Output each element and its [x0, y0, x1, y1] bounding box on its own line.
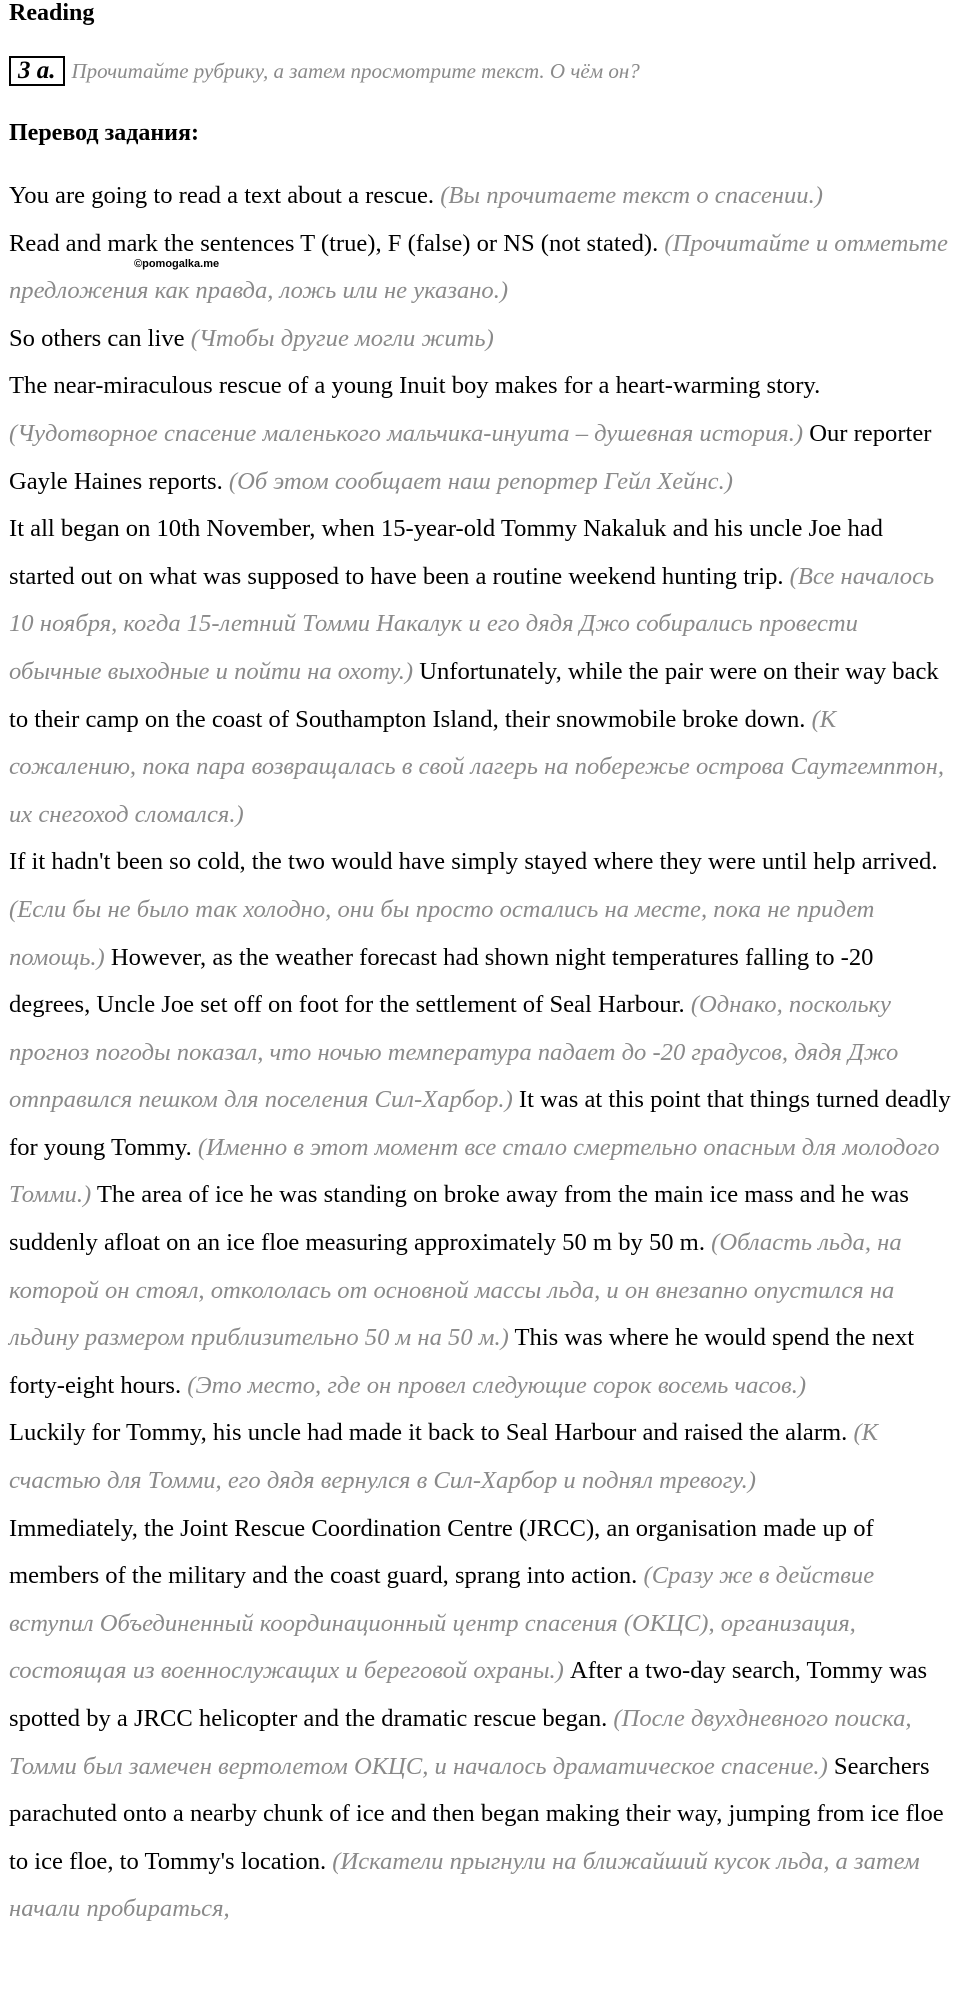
paragraph-1 [9, 172, 953, 220]
english-sentence: Searchers parachuted onto a nearby chunk of ice and then began making their way, jumping from ice floe to ice floe, to Tommy's location. [9, 1752, 944, 1875]
russian-translation: (Именно в этот момент все стало смертельно опасным для молодого Томми.) [9, 1133, 940, 1209]
russian-translation: (Сразу же в действие вступил Объединенный координационный центр спасения (ОКЦС), организация, состоящая из военнослужащих и береговой охраны.) [9, 1562, 875, 1685]
russian-translation: (К сожалению, пока пара возвращалась в свой лагерь на побережье острова Саутгемптон, их снегоход сломался.) [9, 705, 945, 828]
english-sentence: It was at this point that things turned deadly for young Tommy. [9, 1086, 951, 1161]
russian-translation: (Прочитайте и отметьте предложения как правда, ложь или не указано.) [9, 229, 948, 305]
section-heading: Reading [9, 0, 95, 26]
russian-translation: (Область льда, на которой он стоял, откололась от основной массы льда, и он внезапно опустился на льдину размером приблизительно 50 м на 50 м.) [9, 1229, 902, 1352]
russian-translation: (Об этом сообщает наш репортер Гейл Хейнс.) [228, 467, 733, 495]
english-sentence: Immediately, the Joint Rescue Coordination Centre (JRCC), an organisation made up of members of the military and the coast guard, sprang into action. [9, 1514, 874, 1590]
english-sentence: If it hadn't been so cold, the two would have simply stayed where they were until help arrived. [9, 848, 938, 876]
english-sentence: The near-miraculous rescue of a young Inuit boy makes for a heart-warming story. [9, 372, 821, 400]
english-sentence: Luckily for Tommy, his uncle had made it back to Seal Harbour and raised the alarm. [9, 1419, 848, 1447]
english-sentence: However, as the weather forecast had shown night temperatures falling to -20 degrees, Uncle Joe set off on foot for the settlement of Seal Harbour. [9, 943, 874, 1019]
russian-translation: (Вы прочитаете текст о спасении.) [440, 182, 823, 209]
task-number-label: 3 a. [9, 56, 65, 86]
english-sentence: This was where he would spend the next forty-eight hours. [9, 1324, 915, 1399]
russian-translation: (Чудотворное спасение маленького мальчика-инуита – душевная история.) [9, 419, 804, 447]
english-sentence: Read and mark the sentences T (true), F (false) or NS (not stated). [9, 229, 659, 257]
english-sentence: Unfortunately, while the pair were on their way back to their camp on the coast of Southampton Island, their snowmobile broke down. [9, 657, 939, 733]
russian-translation: (Чтобы другие могли жить) [190, 324, 494, 352]
russian-translation: (Все началось 10 ноября, когда 15-летний Томми Накалук и его дядя Джо собирались провести обычные выходные и пойти на охоту.) [9, 562, 935, 685]
english-sentence: You are going to read a text about a rescue. [9, 182, 435, 209]
task-row [9, 56, 640, 86]
english-sentence: It all began on 10th November, when 15-year-old Tommy Nakaluk and his uncle Joe had started out on what was supposed to have been a routine weekend hunting trip. [9, 515, 883, 590]
paragraph-6 [9, 838, 953, 1409]
english-sentence: After a two-day search, Tommy was spotted by a JRCC helicopter and the dramatic rescue began. [9, 1657, 928, 1732]
reading-text [9, 172, 953, 1933]
paragraph-8 [9, 1505, 953, 1933]
russian-translation: (Это место, где он провел следующие сорок восемь часов.) [187, 1371, 807, 1399]
paragraph-5 [9, 505, 953, 838]
english-sentence: So others can live [9, 324, 185, 352]
paragraph-3 [9, 315, 953, 363]
paragraph-4 [9, 362, 953, 505]
russian-translation: (К счастью для Томми, его дядя вернулся в Сил-Харбор и поднял тревогу.) [9, 1419, 878, 1495]
watermark-text: ©pomogalka.me [134, 258, 220, 270]
english-sentence: The area of ice he was standing on broke away from the main ice mass and he was suddenly afloat on an ice floe measuring approximately 50 m by 50 m. [9, 1181, 909, 1257]
russian-translation: (После двухдневного поиска, Томми был замечен вертолетом ОКЦС, и началось драматическое спасение.) [9, 1705, 912, 1780]
russian-translation: (Если бы не было так холодно, они бы просто остались на месте, пока не придет помощь.) [9, 895, 875, 971]
russian-translation: (Искатели прыгнули на ближайший кусок льда, а затем начали пробираться, [9, 1847, 920, 1923]
paragraph-7 [9, 1409, 953, 1504]
translation-heading: Перевод задания: [9, 120, 199, 146]
english-sentence: Our reporter Gayle Haines reports. [9, 419, 932, 495]
task-instruction: Прочитайте рубрику, а затем просмотрите текст. О чём он? [71, 58, 640, 83]
russian-translation: (Однако, поскольку прогноз погоды показал, что ночью температура падает до -20 градусов, дядя Джо отправился пешком для поселения Сил-Харбор.) [9, 991, 899, 1114]
